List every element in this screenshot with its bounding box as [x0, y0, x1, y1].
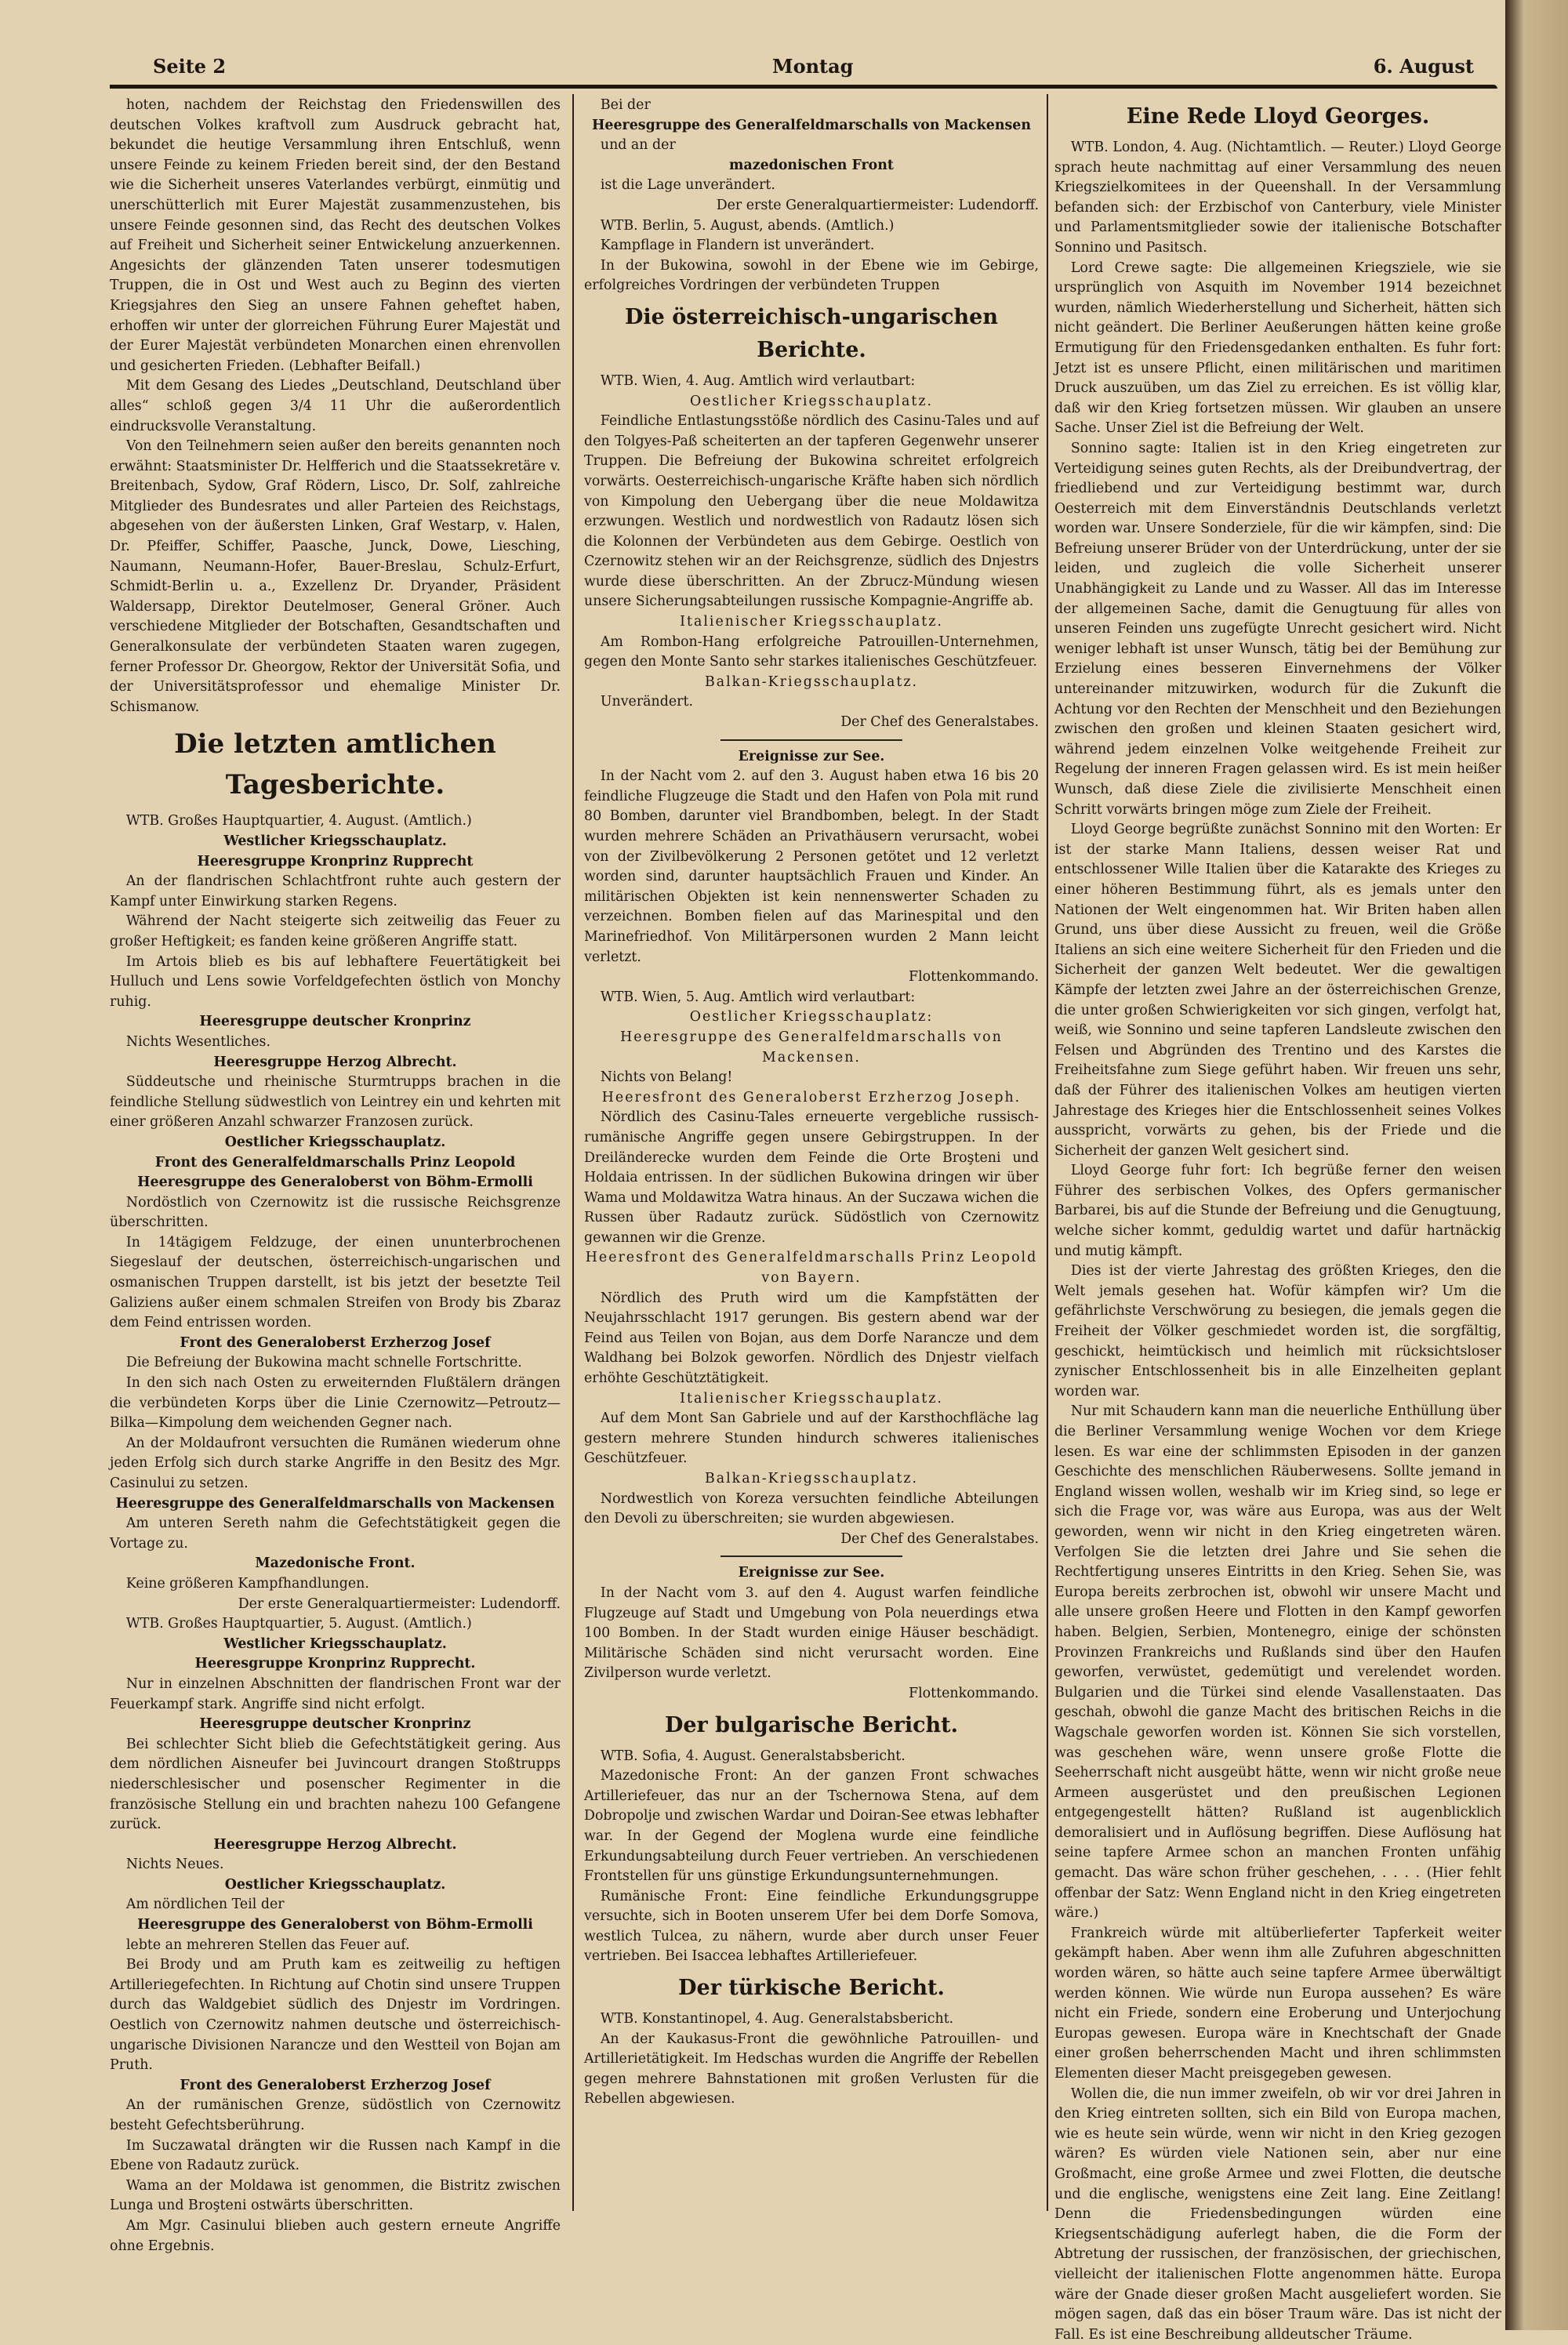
paragraph: An der Moldaufront versuchten die Rumänen wiederum ohne jeden Erfolg sich durch starke Angriffe in den Besitz des Mgr. Casinului zu setzen.	[110, 1435, 561, 1491]
paragraph: ist die Lage unverändert.	[600, 177, 775, 194]
paragraph: WTB. Wien, 5. Aug. Amtlich wird verlautbart:	[600, 989, 916, 1005]
section-heading: Oestlicher Kriegsschauplatz.	[224, 1134, 446, 1150]
paragraph: Nordwestlich von Koreza versuchten feindliche Abteilungen den Devoli zu überschreiten; sie wurden abgewiesen.	[584, 1490, 1039, 1527]
section-heading: Italienischer Kriegsschauplatz.	[680, 614, 943, 630]
paragraph: Dies ist der vierte Jahrestag des größten Krieges, den die Welt jemals gesehen hat. Wofür kämpfen wir? Um die gefährlichste Verschwörung zu besiegen, die jemals gegen die Freiheit der Völker geschmiedet worden ist, die sorgfältig, geschickt, heimtückisch und heimlich mit rücksichtsloser zynischer Entschlossenheit bis in alle Einzelheiten geplant worden war.	[1054, 1263, 1501, 1399]
paragraph: In der Nacht vom 2. auf den 3. August haben etwa 16 bis 20 feindliche Flugzeuge die Stadt und den Hafen von Pola mit rund 80 Bomben, darunter viel Brandbomben, belegt. In der Stadt wurden mehrere Schäden an Privathäusern verursacht, wobei von der Zivilbevölkerung 2 Personen getötet und 12 verletzt worden sind, darunter hauptsächlich Frauen und Kinder. An militärischen Objekten ist kein nennenswerter Schaden zu verzeichnen. Bomben fielen auf das Marinespital und den Marinefriedhof. Von Militärpersonen wurden 2 Mann leicht verletzt.	[584, 768, 1039, 965]
paragraph: Auf dem Mont San Gabriele und auf der Karsthochfläche lag gestern mehrere Stunden hindurch schweres italienisches Geschützfeuer.	[584, 1410, 1039, 1467]
section-heading: Westlicher Kriegsschauplatz.	[223, 833, 447, 849]
paragraph: An der flandrischen Schlachtfront ruhte auch gestern der Kampf unter Einwirkung starken Regens.	[110, 873, 561, 909]
paragraph: WTB. Sofia, 4. August. Generalstabsbericht.	[600, 1748, 906, 1764]
column-divider	[572, 94, 574, 2211]
column-divider	[1047, 94, 1048, 2211]
paragraph: Nördlich des Pruth wird um die Kampfstätten der Neujahrsschlacht 1917 gerungen. Bis gestern abend war der Feind aus Teilen von Bojan, aus dem Dorfe Narancze und dem Waldhang bei Bolzok geworfen. Nördlich des Dnjestr vielfach erhöhte Geschütztätigkeit.	[584, 1290, 1039, 1387]
paragraph: In der Bukowina, sowohl in der Ebene wie im Gebirge, erfolgreiches Vordringen der verbündeten Truppen	[584, 257, 1039, 294]
paragraph: Nördlich des Casinu-Tales erneuerte vergebliche russisch-rumänische Angriffe gegen unsere Gebirgstruppen. In der Dreiländerecke wurden dem Feinde die Orte Broşteni und Holdaia entrissen. In der südlichen Bukowina dringen wir über Wama und Moldawitza Watra hinaus. An der Suczawa wichen die Russen über Radautz zurück. Südöstlich von Czernowitz gewannen wir die Grenze.	[584, 1109, 1039, 1246]
paragraph: Rumänische Front: Eine feindliche Erkundungsgruppe versuchte, sich in Booten unserem Ufer bei dem Dorfe Somova, westlich Tulcea, zu nähern, wurde aber durch unser Feuer vertrieben. Bei Isaccea lebhaftes Artilleriefeuer.	[584, 1888, 1039, 1965]
section-heading: Heeresgruppe des Generalfeldmarschalls von Mackensen	[592, 117, 1031, 133]
paragraph: Der erste Generalquartiermeister: Ludendorff.	[716, 197, 1039, 213]
page-number: Seite 2	[153, 55, 227, 78]
paragraph: Flottenkommando.	[909, 969, 1039, 986]
paragraph: Nichts Neues.	[125, 1857, 224, 1873]
column-2	[584, 96, 1039, 2213]
paragraph: Unverändert.	[600, 694, 693, 710]
paragraph: In den sich nach Osten zu erweiternden Flußtälern drängen die verbündeten Korps über die Linie Czernowitz—Petroutz—Bilka—Kimpolung dem weichenden Gegner nach.	[110, 1375, 561, 1432]
section-heading: Balkan-Kriegsschauplatz.	[704, 673, 919, 690]
paragraph: Wama an der Moldawa ist genommen, die Bistritz zwischen Lunga und Broşteni ostwärts überschritten.	[110, 2177, 561, 2214]
paragraph: Nordöstlich von Czernowitz ist die russische Reichsgrenze überschritten.	[110, 1194, 561, 1231]
section-heading: mazedonischen Front	[729, 157, 894, 173]
header-rule	[110, 85, 1497, 89]
paragraph: WTB. Großes Hauptquartier, 5. August. (Amtlich.)	[125, 1616, 472, 1632]
paragraph: In der Nacht vom 3. auf den 4. August warfen feindliche Flugzeuge auf Stadt und Umgebung von Pola neuerdings etwa 100 Bomben. In der Stadt wurden einige Häuser beschädigt. Militärische Schäden sind nicht verursacht worden. Eine Zivilperson wurde verletzt.	[584, 1585, 1039, 1682]
paragraph: Im Suczawatal drängten wir die Russen nach Kampf in die Ebene von Radautz zurück.	[110, 2137, 561, 2174]
section-heading: Front des Generaloberst Erzherzog Josef	[180, 1334, 491, 1351]
section-heading: Ereignisse zur See.	[738, 1565, 885, 1581]
paragraph: Lloyd George begrüßte zunächst Sonnino mit den Worten: Er ist der starke Mann Italiens, dessen weiser Rat und entschlossener Wille Italien über die Katarakte des Krieges zu einer höheren Bestimmung führt, als es jemals unter den Nationen der Welt eingenommen hat. Wir Briten haben allen Grund, uns über diese Aussicht zu freuen, weil die Größe Italiens an sich eine weitere Sicherheit für den Frieden und die Sicherheit der ganzen Welt bedeutet. Wer die gewaltigen Kämpfe der letzten zwei Jahre an der österreichischen Grenze, die unter großen Schwierigkeiten vor sich gingen, verfolgt hat, weiß, wie Sonnino und seine tapferen Landsleute zwischen den Felsen und Abgründen des Trentino und des Karstes die Freiheitsfahne zum Siege geführt haben. Wir freuen uns sehr, daß der Führer des italienischen Volkes am heutigen vierten Jahrestage des Krieges hier die Entschlossenheit seines Volkes ausspricht, vorwärts zu gehen, bis der Friede und die Sicherheit der ganzen Welt gesichert sind.	[1054, 822, 1501, 1159]
paragraph: Am Rombon-Hang erfolgreiche Patrouillen-Unternehmen, gegen den Monte Santo sehr starkes italienisches Geschützfeuer.	[584, 633, 1039, 670]
paragraph: Sonnino sagte: Italien ist in den Krieg eingetreten zur Verteidigung seines guten Rechts, als der Dreibundvertrag, der friedliebend und zur Verteidigung bestimmt war, durch Oesterreich mit dem Einverständnis Deutschlands verletzt worden war. Unsere Sonderziele, für die wir kämpfen, sind: Die Befreiung unserer Brüder von der Unterdrückung, unter der sie leiden, und zugleich die volle Sicherheit unserer Unabhängigkeit zu Lande und zu Wasser. All das im Interesse der allgemeinen Sache, damit die Genugtuung für alles von unseren Feinden uns zugefügte Unrecht gesichert wird. Nicht weniger lebhaft ist unser Wunsch, tätig bei der Bemühung zur Erzielung eines besseren Einvernehmens der Völker untereinander mitzuwirken, wodurch für die Zukunft die Achtung vor den Rechten der Menschheit und den Beziehungen zwischen den großen und kleinen Staaten gesichert wird, während jedem einzelnen Volke weitgehende Freiheit zur Regelung der inneren Fragen gelassen wird. Es ist mein heißer Wunsch, daß diese Ziele die zivilisierte Menschheit einen Schritt vorwärts bringen möge zum Ziele der Freiheit.	[1054, 440, 1501, 818]
paragraph: WTB. Berlin, 5. August, abends. (Amtlich.)	[600, 217, 895, 234]
paragraph: WTB. London, 4. Aug. (Nichtamtlich. — Reuter.) Lloyd George sprach heute nachmittag auf einer Versammlung des neuen Kriegszielkomitees in der Queenshall. In der Versammlung befanden sich: der Erzbischof von Canterbury, viele Minister und Parlamentsmitglieder sowie der italienische Botschafter Sonnino und Pasitsch.	[1054, 140, 1501, 256]
section-heading: Heeresgruppe des Generaloberst von Böhm-Ermolli	[137, 1917, 533, 1933]
column-3	[1054, 96, 1501, 2343]
page-header	[110, 55, 1497, 86]
paragraph: Von den Teilnehmern seien außer den bereits genannten noch erwähnt: Staatsminister Dr. Helfferich und die Staatssekretäre v. Breitenbach, Sydow, Graf Rödern, Lisco, Dr. Solf, zahlreiche Mitglieder des Bundesrates und aller Parteien des Reichstags, abgesehen von der äußersten Linken, Graf Westarp, v. Halen, Dr. Pfeiffer, Schiffer, Paasche, Junck, Dowe, Liesching, Naumann, Neumann-Hofer, Bauer-Breslau, Schulz-Erfurt, Schmidt-Berlin u. a., Exzellenz Dr. Dryander, Präsident Waldersapp, Direktor Deutelmoser, General Gröner. Auch verschiedene Mitglieder der Botschaften, Gesandtschaften und Generalkonsulate der verbündeten Staaten waren zugegen, ferner Professor Dr. Gheorgow, Rektor der Universität Sofia, und der Universitätsprofessor und ehemalige Minister Dr. Schismanow.	[110, 438, 561, 715]
section-heading: Oestlicher Kriegsschauplatz.	[224, 1876, 446, 1893]
paragraph: An der Kaukasus-Front die gewöhnliche Patrouillen- und Artillerietätigkeit. Im Hedschas wurden die Angriffe der Rebellen gegen mehrere Bahnstationen mit großen Verlusten für die Rebellen abgewiesen.	[584, 2031, 1039, 2107]
section-heading: Heeresfront des Generalfeldmarschalls Prinz Leopold von Bayern.	[585, 1250, 1038, 1287]
paragraph: Am Mgr. Casinului blieben auch gestern erneute Angriffe ohne Ergebnis.	[110, 2217, 561, 2254]
section-heading: Heeresgruppe des Generalfeldmarschalls von Mackensen.	[620, 1029, 1003, 1065]
weekday: Montag	[772, 55, 854, 78]
article-heading: Der bulgarische Bericht.	[664, 1712, 959, 1737]
section-heading: Oestlicher Kriegsschauplatz:	[689, 1009, 934, 1025]
paragraph: Nichts von Belang!	[600, 1069, 733, 1086]
section-heading: Balkan-Kriegsschauplatz.	[704, 1471, 919, 1486]
paragraph: Flottenkommando.	[909, 1685, 1039, 1701]
section-heading: Heeresgruppe deutscher Kronprinz	[199, 1014, 471, 1030]
paragraph: Am nördlichen Teil der	[125, 1897, 285, 1913]
paragraph: Am unteren Sereth nahm die Gefechtstätigkeit gegen die Vortage zu.	[110, 1516, 561, 1552]
paragraph: WTB. Konstantinopel, 4. Aug. Generalstabsbericht.	[600, 2011, 954, 2027]
section-heading: Front des Generaloberst Erzherzog Josef	[180, 2077, 491, 2093]
paragraph: Die Befreiung der Bukowina macht schnelle Fortschritte.	[125, 1355, 522, 1371]
paragraph: Der Chef des Generalstabes.	[840, 714, 1039, 731]
section-heading: Front des Generalfeldmarschalls Prinz Leopold	[154, 1154, 516, 1171]
section-heading: Heeresgruppe Kronprinz Rupprecht.	[194, 1656, 476, 1672]
article-heading: Der türkische Bericht.	[678, 1976, 945, 2001]
paragraph: WTB. Wien, 4. Aug. Amtlich wird verlautbart:	[600, 372, 916, 389]
paragraph: Frankreich würde mit altüberlieferter Tapferkeit weiter gekämpft haben. Aber wenn ihm alle Zufuhren abgeschnitten worden wären, so hätte auch seine tapfere Armee überwältigt werden können. Wie würde nun Europa aussehen? Es wäre nicht ein Friede, sondern eine Eroberung und Unterjochung Europas gewesen. Europa wäre in Knechtschaft der Gnade einer großen beherrschenden Macht und ihren schlimmsten Elementen dieser Macht preisgegeben gewesen.	[1054, 1925, 1501, 2082]
paragraph: Lloyd George fuhr fort: Ich begrüße ferner den weisen Führer des serbischen Volkes, des Opfers germanischer Barbarei, bis auf die Stunde der Befreiung und die Genugtuung, welche sicher kommt, geduldig wartet und dafür hartnäckig und mutig kämpft.	[1054, 1163, 1501, 1259]
paragraph: Nur mit Schaudern kann man die neuerliche Enthüllung über die Berliner Versammlung wenige Wochen vor dem Kriege lesen. Es war eine der schlimmsten Episoden in der ganzen Geschichte des menschlichen Räuberwesens. Sollte jemand in England wissen wollen, weshalb wir im Krieg sind, so lege er sich die Frage vor, was wäre aus Europa, was aus der Welt geworden, wenn wir nicht in den Krieg eingetreten wären. Verfolgen Sie die letzten drei Jahre und Sie sehen die Rechtfertigung unseres Eintritts in den Krieg. Sehen Sie, was Europa bereits zerbrochen ist, obwohl wir unsere Macht und alle unsere großen Heere und Flotten in den Kampf geworfen haben. Belgien, Serbien, Montenegro, einige der schönsten Provinzen Frankreichs und Rußlands sind über den Haufen geworfen, verwüstet, gedemütigt und verelendet worden. Bulgarien und die Türkei sind elende Vasallenstaaten. Das geschah, obwohl die ganze Macht des britischen Reichs in die Wagschale geworfen worden ist. Können Sie sich vorstellen, was geschehen wäre, wenn unsere große Flotte die Seeherrschaft nicht ausgeübt hätte, wenn wir nicht große neue Armeen ausgerüstet und den preußischen Legionen entgegengestellt hätten? Rußland ist augenblicklich demoralisiert und in Auflösung begriffen. Diese Auflösung hat seine tapfere Armee schon an manchen Fronten unfähig gemacht. Das wäre schon früher geschehen, . . . . (Hier fehlt offenbar der Satz: Wenn England nicht in den Krieg eingetreten wäre.)	[1054, 1403, 1501, 1922]
article-heading: Eine Rede Lloyd Georges.	[1126, 104, 1430, 129]
paragraph: Lord Crewe sagte: Die allgemeinen Kriegsziele, wie sie ursprünglich von Asquith im November 1914 bezeichnet wurden, nämlich Wiederherstellung und Sicherheit, hätten sich nicht geändert. Die Berliner Aeußerungen hätten keine große Ermutigung für den Friedensgedanken enthalten. Es fuhr fort: Jetzt ist es unsere Pflicht, einen militärischen und maritimen Druck auszuüben, um das Ziel zu erreichen. Es ist völlig klar, daß wir den Krieg fortsetzen müssen. Wir glauben an unsere Sache. Unser Ziel ist die Befreiung der Welt.	[1054, 260, 1501, 437]
section-heading: Heeresfront des Generaloberst Erzherzog Joseph.	[601, 1089, 1022, 1105]
section-heading: Heeresgruppe Herzog Albrecht.	[213, 1836, 457, 1853]
section-heading: Italienischer Kriegsschauplatz.	[680, 1390, 943, 1407]
paragraph: Nur in einzelnen Abschnitten der flandrischen Front war der Feuerkampf stark. Angriffe sind nicht erfolgt.	[110, 1675, 561, 1712]
paragraph: Mit dem Gesang des Liedes „Deutschland, Deutschland über alles“ schloß gegen 3/4 11 Uhr die außerordentlich eindrucksvolle Veranstaltung.	[110, 378, 561, 434]
date: 6. August	[1373, 55, 1474, 78]
section-heading: Heeresgruppe Herzog Albrecht.	[213, 1054, 457, 1070]
section-heading: Heeresgruppe Kronprinz Rupprecht	[197, 853, 474, 869]
article-heading: Die letzten amtlichen Tagesberichte.	[174, 728, 496, 801]
paragraph: In 14tägigem Feldzuge, der einen ununterbrochenen Siegeslauf der deutschen, österreichisch-ungarischen und osmanischen Truppen darstellt, ist bis jetzt der besetzte Teil Galiziens außer einem schmalen Streifen von Brody bis Zbaraz dem Feind entrissen worden.	[110, 1234, 561, 1331]
paragraph: An der rumänischen Grenze, südöstlich von Czernowitz besteht Gefechtsberührung.	[110, 2097, 561, 2133]
paragraph: hoten, nachdem der Reichstag den Friedenswillen des deutschen Volkes kraftvoll zum Ausdruck gebracht hat, bekundet die heutige Versammlung ihren Entschluß, wenn unsere Feinde zu keinem Frieden bereit sind, der den Bestand wie die Sicherheit unseres Vaterlandes verbürgt, einmütig und unerschütterlich mit Eurer Majestät zusammenzustehen, bis unsere Feinde gesonnen sind, das Recht des deutschen Volkes auf Freiheit und Sicherheit seiner Entwickelung anzuerkennen. Angesichts der glänzenden Taten unserer todesmutigen Truppen, die in Ost und West auch zu Beginn des vierten Kriegsjahres den Sieg an unsere Fahnen geheftet haben, erhoffen wir unter der glorreichen Führung Eurer Majestät und der Eurer Majestät verbündeten Monarchen einen ehrenvollen und gesicherten Frieden. (Lebhafter Beifall.)	[110, 97, 561, 374]
paragraph: Mazedonische Front: An der ganzen Front schwaches Artilleriefeuer, das nur an der Tschernowa Stena, auf dem Dobropolje und zwischen Wardar und Doiran-See etwas lebhafter war. In der Gegend der Moglena wurde eine feindliche Erkundungsabteilung durch Feuer vertrieben. An verschiedenen Frontstellen für uns günstige Erkundungsunternehmungen.	[584, 1768, 1039, 1885]
paragraph: Nichts Wesentliches.	[125, 1033, 270, 1050]
section-heading: Westlicher Kriegsschauplatz.	[223, 1635, 447, 1652]
paragraph: Im Artois blieb es bis auf lebhaftere Feuertätigkeit bei Hulluch und Lens sowie Vorfeldgefechten östlich von Monchy ruhig.	[110, 953, 561, 1010]
paragraph: und an der	[600, 137, 676, 154]
paragraph: Der erste Generalquartiermeister: Ludendorff.	[238, 1595, 561, 1612]
paragraph: Bei der	[600, 97, 651, 113]
paragraph: lebte an mehreren Stellen das Feuer auf.	[125, 1937, 410, 1953]
section-heading: Heeresgruppe des Generalfeldmarschalls von Mackensen	[115, 1495, 555, 1512]
section-heading: Ereignisse zur See.	[738, 748, 885, 764]
section-heading: Heeresgruppe des Generaloberst von Böhm-Ermolli	[137, 1174, 533, 1191]
section-heading: Heeresgruppe deutscher Kronprinz	[199, 1716, 471, 1733]
paragraph: Wollen die, die nun immer zweifeln, ob wir vor drei Jahren in den Krieg eintreten sollten, sich ein Bild von Europa machen, wie es heute sein würde, wenn wir nicht in den Krieg gezogen wären? Es würden viele Nationen sein, aber nur eine Großmacht, eine große Armee und zwei Flotten, die deutsche und die englische, wenigstens eine Zeit lang. Eine Zeitlang! Denn die Friedensbedingungen würden eine Kriegsentschädigung auferlegt haben, die die Form der Abtretung der russischen, der französischen, der griechischen, vielleicht der italienischen Flotte angenommen hätte. Europa wäre der Gnade dieser großen Macht ausgeliefert worden. Sie mögen sagen, daß das ein böser Traum wäre. Das ist nicht der Fall. Es ist eine Beschreibung alldeutscher Träume.	[1054, 2085, 1501, 2343]
paragraph: Der Chef des Generalstabes.	[840, 1530, 1039, 1547]
separator	[720, 1555, 902, 1557]
article-heading: Die österreichisch-ungarischen Berichte.	[625, 304, 998, 362]
paragraph: Feindliche Entlastungsstöße nördlich des Casinu-Tales und auf den Tolgyes-Paß scheiterten an der tapferen Gegenwehr unserer Truppen. Die Befreiung der Bukowina schreitet erfolgreich vorwärts. Oesterreichisch-ungarische Kräfte haben sich nördlich von Kimpolung den Uebergang über die neue Moldawitza erzwungen. Westlich und nordwestlich von Radautz lösen sich die Kolonnen der Verbündeten aus dem Gebirge. Oestlich von Czernowitz stehen wir an der Reichsgrenze, südlich des Dnjestrs wurde diese überschritten. An der Zbrucz-Mündung wiesen unsere Sicherungsabteilungen russische Kompagnie-Angriffe ab.	[584, 413, 1039, 610]
section-heading: Mazedonische Front.	[255, 1555, 416, 1572]
paragraph: Süddeutsche und rheinische Sturmtrupps brachen in die feindliche Stellung südwestlich von Leintrey ein und kehrten mit einer größeren Anzahl schwarzer Franzosen zurück.	[110, 1074, 561, 1131]
paragraph: Während der Nacht steigerte sich zeitweilig das Feuer zu großer Heftigkeit; es fanden keine größeren Angriffe statt.	[110, 913, 561, 949]
paragraph: Keine größeren Kampfhandlungen.	[125, 1575, 369, 1592]
paragraph: Kampflage in Flandern ist unverändert.	[600, 238, 875, 254]
separator	[720, 739, 902, 741]
adjacent-page-edge	[1505, 0, 1568, 2330]
paragraph: Bei Brody und am Pruth kam es zeitweilig zu heftigen Artilleriegefechten. In Richtung auf Chotin sind unsere Truppen durch das Waldgebiet südlich des Dnjestr im Vordringen. Oestlich von Czernowitz nahmen deutsche und österreichisch-ungarische Divisionen Naranczе und den Westteil von Bojan am Pruth.	[110, 1957, 561, 2074]
section-heading: Oestlicher Kriegsschauplatz.	[689, 393, 934, 409]
column-1	[110, 96, 561, 2254]
paragraph: Bei schlechter Sicht blieb die Gefechtstätigkeit gering. Aus dem nördlichen Aisneufer bei Juvincourt drangen Stoßtrupps niederschlesischer und posenscher Regimenter in die französische Stellung ein und brachten nahezu 100 Gefangene zurück.	[110, 1736, 561, 1833]
paragraph: WTB. Großes Hauptquartier, 4. August. (Amtlich.)	[125, 813, 472, 829]
